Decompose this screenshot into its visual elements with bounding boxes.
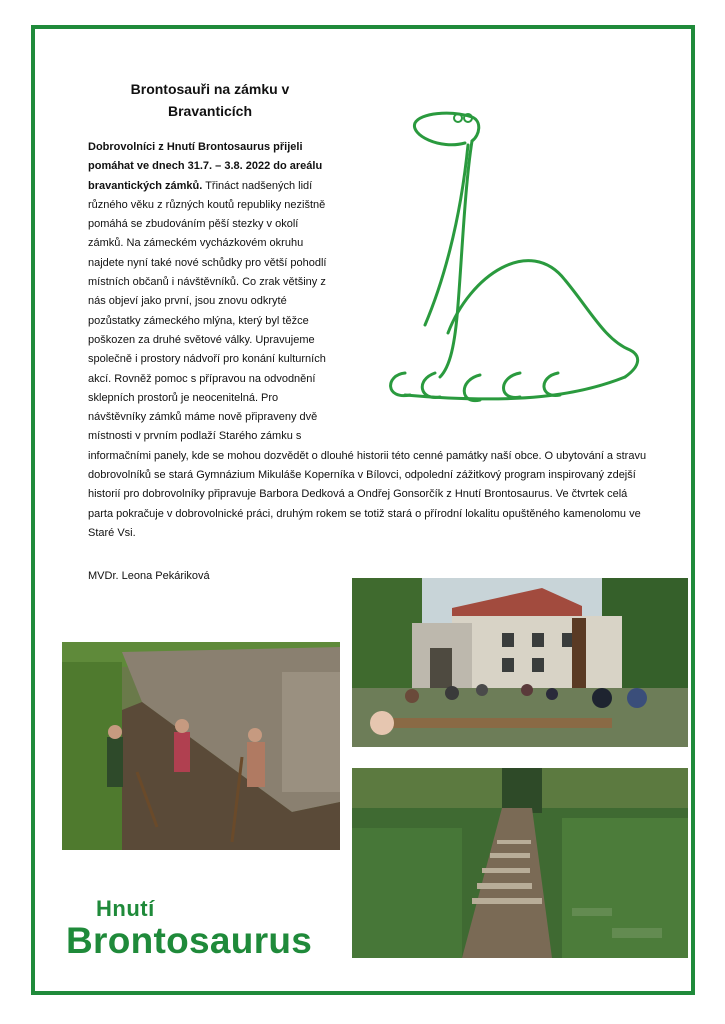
article-text: Třináct nadšených lidí různého věku z různých koutů republiky nezištně pomáhá se zbudováním pěší stezky v okolí zámků. Na zámeckém vycházkovém okruhu najdete nyní také nové schůdky pro větší pohodlí místních občanů i návštěvníků. Co zrak většiny z nás objeví jako první, jsou znovu odkryté pozůstatky zámeckého mlýna, který byl těžce poškozen za druhé světové války. Upravujeme společně i prostory nádvoří pro konání kulturních akcí. Rovněž pomoc s přípravou na odvodnění sklepních prostorů je neocenitelná. Pro návštěvníky zámků máme nově připraveny dvě místnosti v prvním podlaží Starého zámku s informačními panely, kde se mohou dozvědět o dlouhé historii této cenné památky naší obce. O ubytování a stravu dobrovolníků se stará Gymnázium Mikuláše Koperníka v Bílovci, odpolední zážitkový program inspirovaný zdejší historií pro dobrovolníky připravuje Barbora Dedková a Ondřej Gonsorčík z Hnutí Brontosaurus. Ve čtvrtek celá parta pokračuje v dobrovolnické práci, druhým rokem se totiž stará o přírodní lokalitu opuštěného kamenolomu ve Staré Vsi.: [88, 179, 647, 539]
logo-line-2: Brontosaurus: [66, 920, 313, 961]
drawing-spacer: [328, 138, 648, 431]
photo-forest-path: [352, 768, 688, 958]
photo-castle-courtyard: [352, 578, 688, 747]
article-body: [88, 138, 648, 543]
brontosaurus-logo: [66, 898, 312, 959]
logo-line-1: Hnutí: [96, 896, 155, 921]
photo-volunteers-wall: [62, 642, 340, 850]
article-lead: Dobrovolníci z Hnutí Brontosaurus přijeli pomáhat ve dnech 31.7. – 3.8. 2022 do areálu bravantických zámků.: [88, 141, 323, 192]
article-title: Brontosauři na zámku v Bravanticích: [130, 81, 290, 119]
article-author: MVDr. Leona Pekáriková: [88, 570, 210, 582]
